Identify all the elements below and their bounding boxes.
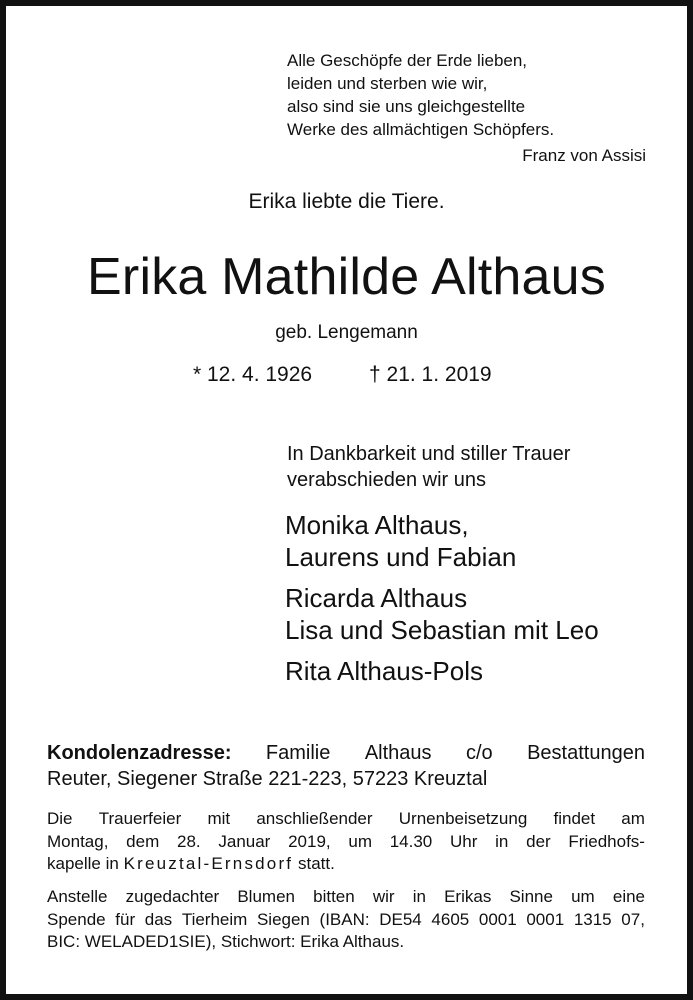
word: zugedachter <box>125 887 220 906</box>
word: Blumen <box>237 887 295 906</box>
word: Die <box>47 809 73 828</box>
word: Trauerfeier <box>98 809 182 828</box>
condolence-line-2: Reuter, Siegener Straße 221-223, 57223 Kreuztal <box>47 768 488 790</box>
word: c/o <box>465 742 493 764</box>
word: das <box>144 909 173 929</box>
poem-line: Werke des allmächtigen Schöpfers. <box>287 120 555 139</box>
ceremony-line-2 <box>47 831 645 854</box>
word: am <box>621 809 645 828</box>
ceremony-line-1 <box>47 808 645 831</box>
word: Uhr <box>450 831 478 851</box>
condolence-address <box>47 740 645 792</box>
word: Friedhofs- <box>568 831 645 851</box>
word: Erikas <box>444 887 492 906</box>
word: Sinne <box>509 887 553 906</box>
donation-line-2 <box>47 909 645 932</box>
tagline: Erika liebte die Tiere. <box>248 190 445 213</box>
word: 4605 <box>431 909 470 929</box>
chapel-location: Kreuztal-Ernsdorf <box>123 854 294 873</box>
maiden-name: geb. Lengemann <box>275 322 418 343</box>
word: Familie <box>265 742 331 764</box>
mourner-group <box>285 582 599 646</box>
condolence-label: Kondolenzadresse: <box>47 742 232 764</box>
farewell-text <box>287 441 570 493</box>
text: statt. <box>293 854 335 873</box>
word: findet <box>553 809 596 828</box>
word: Althaus <box>364 742 432 764</box>
word: 0001 <box>526 909 565 929</box>
word: Spende <box>47 909 106 929</box>
word: mit <box>207 809 231 828</box>
word: der <box>526 831 551 851</box>
poem-line: leiden und sterben wie wir, <box>287 74 488 93</box>
word: 14.30 <box>389 831 433 851</box>
word: wir <box>372 887 395 906</box>
deceased-name: Erika Mathilde Althaus <box>87 248 606 306</box>
ceremony-line-3 <box>47 853 645 876</box>
word: 28. <box>176 831 201 851</box>
death-date: † 21. 1. 2019 <box>369 363 492 386</box>
word: DE54 <box>379 909 422 929</box>
poem-author: Franz von Assisi <box>522 146 646 165</box>
birth-date: * 12. 4. 1926 <box>193 363 313 386</box>
mourner-group <box>285 509 599 573</box>
mourner-line: Ricarda Althaus <box>285 583 468 613</box>
word: eine <box>612 887 645 906</box>
word: anschließender <box>256 809 373 828</box>
word: 1315 <box>573 909 612 929</box>
farewell-line: verabschieden wir uns <box>287 469 486 491</box>
donation-line-3: BIC: WELADED1SIE), Stichwort: Erika Althaus. <box>47 932 405 951</box>
word: um <box>571 887 595 906</box>
mourner-line: Monika Althaus, <box>285 510 469 540</box>
text: kapelle in <box>47 854 124 873</box>
word: Urnenbeisetzung <box>398 809 528 828</box>
poem-line: also sind sie uns gleichgestellte <box>287 97 526 116</box>
word: für <box>115 909 136 929</box>
word: in <box>495 831 509 851</box>
ceremony-info <box>47 808 645 876</box>
word: Bestattungen <box>527 742 645 764</box>
word: in <box>412 887 426 906</box>
word: Siegen <box>256 909 310 929</box>
word: bitten <box>313 887 355 906</box>
word: um <box>348 831 372 851</box>
word: 2019, <box>288 831 331 851</box>
word: 0001 <box>478 909 517 929</box>
poem <box>287 49 554 141</box>
word: dem <box>126 831 160 851</box>
donation-info <box>47 886 645 954</box>
mourner-line: Rita Althaus-Pols <box>285 656 483 686</box>
word: Januar <box>218 831 271 851</box>
word: Tierheim <box>181 909 248 929</box>
word: Anstelle <box>47 887 108 906</box>
word: (IBAN: <box>319 909 370 929</box>
farewell-line: In Dankbarkeit und stiller Trauer <box>287 443 571 465</box>
mourners-list <box>285 509 599 696</box>
condolence-line-1 <box>47 740 645 766</box>
mourner-line: Lisa und Sebastian mit Leo <box>285 615 599 645</box>
word: 07, <box>621 909 645 929</box>
mourner-group <box>285 655 599 687</box>
word: Montag, <box>47 831 109 851</box>
mourner-line: Laurens und Fabian <box>285 542 517 572</box>
donation-line-1 <box>47 886 645 909</box>
poem-line: Alle Geschöpfe der Erde lieben, <box>287 51 528 70</box>
